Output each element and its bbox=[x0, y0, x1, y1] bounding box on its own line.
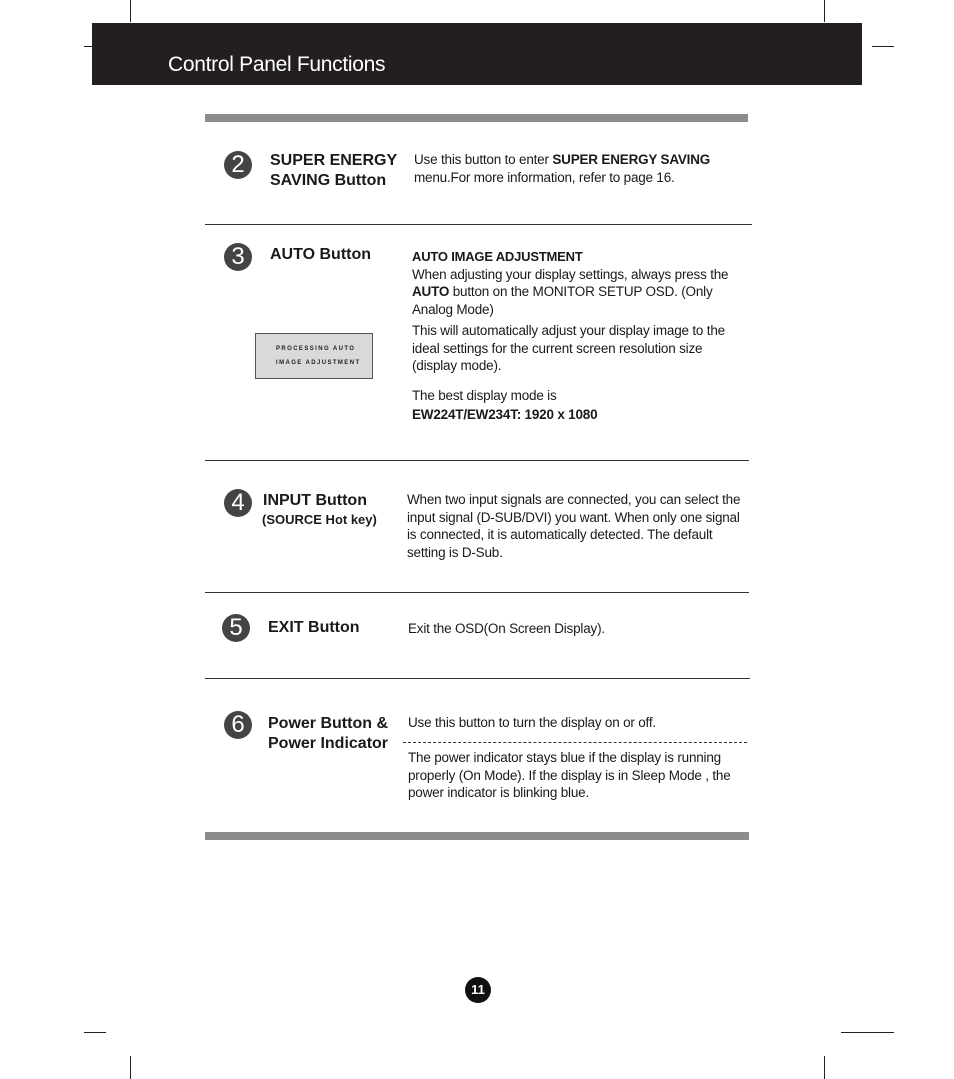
exit-button-label: EXIT Button bbox=[268, 619, 360, 636]
section-number-2: 2 bbox=[224, 151, 252, 179]
crop-mark bbox=[872, 46, 894, 47]
crop-mark bbox=[84, 1032, 106, 1033]
auto-p2 bbox=[412, 322, 762, 375]
section-number-4: 4 bbox=[224, 489, 252, 517]
power-button-label bbox=[268, 714, 388, 754]
desc-line: setting is D-Sub. bbox=[407, 544, 503, 560]
input-sublabel: (SOURCE Hot key) bbox=[262, 512, 377, 527]
section-number-6: 6 bbox=[224, 711, 252, 739]
input-description bbox=[407, 491, 757, 561]
section-divider bbox=[205, 460, 749, 461]
super-energy-saving-label bbox=[270, 151, 397, 191]
desc-text: Analog Mode) bbox=[412, 301, 494, 317]
desc-line: input signal (D-SUB/DVI) you want. When only one signal bbox=[407, 509, 740, 525]
crop-mark bbox=[824, 1056, 825, 1079]
section-divider bbox=[205, 224, 752, 225]
desc-line: power indicator is blinking blue. bbox=[408, 785, 590, 800]
crop-mark bbox=[824, 0, 825, 22]
power-description-2 bbox=[408, 749, 753, 802]
auto-button-label: AUTO Button bbox=[270, 246, 372, 263]
desc-text: Use this button to enter bbox=[414, 152, 553, 167]
section-divider bbox=[205, 592, 749, 593]
best-mode: EW224T/EW234T: 1920 x 1080 bbox=[412, 407, 598, 422]
crop-mark bbox=[841, 1032, 894, 1033]
page-title: Control Panel Functions bbox=[168, 53, 386, 76]
desc-text: menu.For more information, refer to page 16. bbox=[414, 169, 675, 185]
crop-mark bbox=[130, 0, 131, 22]
label-line: Power Button & bbox=[268, 715, 388, 732]
auto-p1 bbox=[412, 266, 762, 319]
crop-mark bbox=[130, 1056, 131, 1079]
dashed-divider bbox=[403, 742, 747, 743]
auto-p3 bbox=[412, 387, 762, 424]
section-number-3: 3 bbox=[224, 243, 252, 271]
desc-line: This will automatically adjust your display image to the bbox=[412, 323, 725, 338]
label-line: SAVING Button bbox=[270, 172, 387, 189]
osd-line: IMAGE ADJUSTMENT bbox=[276, 360, 361, 366]
page-header bbox=[92, 23, 862, 85]
label-line: Power Indicator bbox=[268, 735, 389, 752]
page-number: 11 bbox=[465, 977, 491, 1003]
desc-line: properly (On Mode). If the display is in Sleep Mode , the bbox=[408, 767, 731, 783]
osd-processing-box bbox=[255, 333, 373, 379]
super-energy-saving-description bbox=[414, 151, 764, 186]
desc-line: (display mode). bbox=[412, 358, 502, 373]
desc-line: When two input signals are connected, you can select the bbox=[407, 492, 741, 507]
section-divider bbox=[205, 678, 750, 679]
label-line: SUPER ENERGY bbox=[270, 152, 398, 169]
power-description-1: Use this button to turn the display on or off. bbox=[408, 715, 656, 730]
desc-line: ideal settings for the current screen resolution size bbox=[412, 340, 703, 356]
desc-bold: SUPER ENERGY SAVING bbox=[552, 152, 711, 167]
desc-bold: AUTO bbox=[412, 284, 450, 299]
auto-heading: AUTO IMAGE ADJUSTMENT bbox=[412, 249, 583, 264]
top-rule bbox=[205, 114, 748, 122]
exit-description: Exit the OSD(On Screen Display). bbox=[408, 621, 605, 636]
bottom-rule bbox=[205, 832, 749, 840]
desc-text: button on the MONITOR SETUP OSD. (Only bbox=[449, 284, 713, 299]
section-number-5: 5 bbox=[222, 614, 250, 642]
desc-text: When adjusting your display settings, always press the bbox=[412, 266, 729, 282]
desc-line: The power indicator stays blue if the display is running bbox=[408, 750, 721, 765]
input-button-label: INPUT Button bbox=[263, 492, 367, 509]
desc-line: is connected, it is automatically detected. The default bbox=[407, 527, 713, 542]
auto-description bbox=[412, 248, 762, 424]
desc-line: The best display mode is bbox=[412, 387, 557, 403]
osd-line: PROCESSING AUTO bbox=[276, 346, 356, 352]
